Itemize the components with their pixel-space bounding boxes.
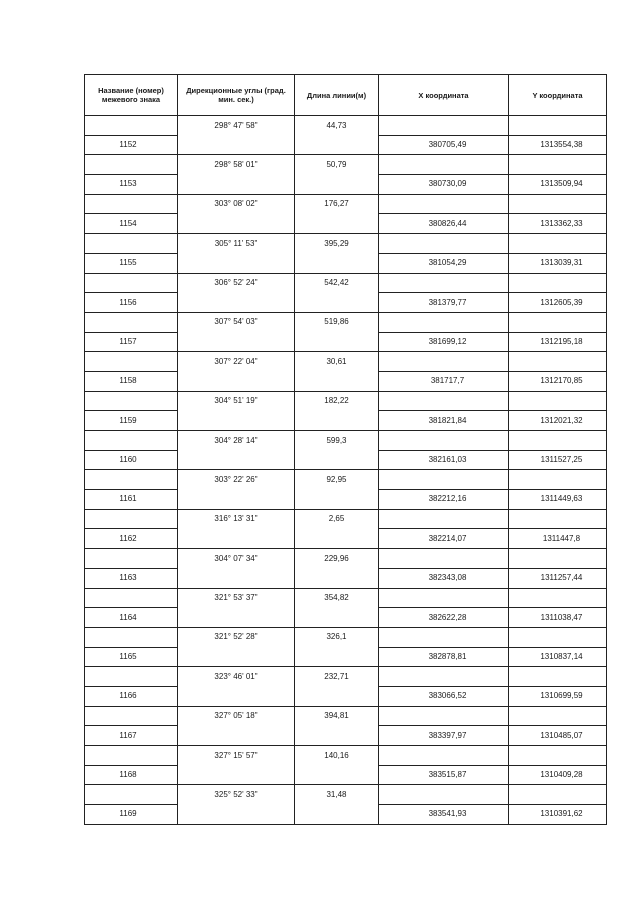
boundary-coordinates-sheet (84, 74, 606, 822)
segment-row (85, 470, 607, 490)
y-coordinate-cell: 1310837,14 (509, 647, 607, 667)
point-row (85, 135, 607, 155)
x-coordinate-cell (379, 155, 509, 175)
y-coordinate-cell: 1311449,63 (509, 490, 607, 510)
segment-row (85, 234, 607, 254)
point-row (85, 450, 607, 470)
segment-row (85, 155, 607, 175)
direction-angle-cell: 327° 15' 57" (178, 746, 295, 766)
marker-name-cell: 1155 (85, 253, 178, 273)
marker-name-cell (85, 549, 178, 569)
x-coordinate-cell (379, 391, 509, 411)
y-coordinate-cell: 1313554,38 (509, 135, 607, 155)
direction-angle-cell: 305° 11' 53" (178, 234, 295, 254)
marker-name-cell (85, 627, 178, 647)
line-length-cell (295, 450, 379, 470)
line-length-cell (295, 726, 379, 746)
line-length-cell (295, 214, 379, 234)
y-coordinate-cell (509, 273, 607, 293)
line-length-cell (295, 686, 379, 706)
direction-angle-cell (178, 214, 295, 234)
x-coordinate-cell (379, 194, 509, 214)
x-coordinate-cell: 382214,07 (379, 529, 509, 549)
x-coordinate-cell: 381379,77 (379, 293, 509, 313)
direction-angle-cell: 321° 52' 28" (178, 627, 295, 647)
y-coordinate-cell: 1311527,25 (509, 450, 607, 470)
marker-name-cell (85, 194, 178, 214)
line-length-cell: 395,29 (295, 234, 379, 254)
marker-name-cell: 1162 (85, 529, 178, 549)
line-length-cell (295, 175, 379, 195)
point-row (85, 805, 607, 825)
segment-row (85, 509, 607, 529)
line-length-cell (295, 568, 379, 588)
marker-name-cell: 1165 (85, 647, 178, 667)
direction-angle-cell: 316° 13' 31" (178, 509, 295, 529)
point-row (85, 686, 607, 706)
y-coordinate-cell: 1310485,07 (509, 726, 607, 746)
x-coordinate-cell: 381717,7 (379, 371, 509, 391)
line-length-cell (295, 647, 379, 667)
header-direction-angle: Дирекционные углы (град. мин. сек.) (178, 75, 295, 116)
x-coordinate-cell: 380826,44 (379, 214, 509, 234)
y-coordinate-cell (509, 116, 607, 136)
x-coordinate-cell (379, 785, 509, 805)
line-length-cell: 182,22 (295, 391, 379, 411)
marker-name-cell (85, 391, 178, 411)
y-coordinate-cell (509, 470, 607, 490)
point-row (85, 765, 607, 785)
line-length-cell: 176,27 (295, 194, 379, 214)
segment-row (85, 273, 607, 293)
x-coordinate-cell (379, 667, 509, 687)
point-row (85, 293, 607, 313)
direction-angle-cell (178, 450, 295, 470)
x-coordinate-cell: 382622,28 (379, 608, 509, 628)
header-line-length: Длина линии(м) (295, 75, 379, 116)
y-coordinate-cell: 1312021,32 (509, 411, 607, 431)
marker-name-cell (85, 509, 178, 529)
marker-name-cell (85, 431, 178, 451)
x-coordinate-cell: 380705,49 (379, 135, 509, 155)
segment-row (85, 706, 607, 726)
direction-angle-cell (178, 293, 295, 313)
direction-angle-cell (178, 135, 295, 155)
line-length-cell (295, 765, 379, 785)
point-row (85, 214, 607, 234)
marker-name-cell (85, 116, 178, 136)
direction-angle-cell (178, 765, 295, 785)
y-coordinate-cell: 1312170,85 (509, 371, 607, 391)
y-coordinate-cell: 1311447,8 (509, 529, 607, 549)
y-coordinate-cell (509, 588, 607, 608)
line-length-cell: 394,81 (295, 706, 379, 726)
line-length-cell: 44,73 (295, 116, 379, 136)
segment-row (85, 431, 607, 451)
line-length-cell (295, 805, 379, 825)
header-marker-name: Название (номер) межевого знака (85, 75, 178, 116)
segment-row (85, 352, 607, 372)
direction-angle-cell: 304° 07' 34" (178, 549, 295, 569)
header-y-coordinate: Y координата (509, 75, 607, 116)
x-coordinate-cell (379, 273, 509, 293)
line-length-cell: 31,48 (295, 785, 379, 805)
y-coordinate-cell (509, 391, 607, 411)
point-row (85, 647, 607, 667)
marker-name-cell: 1158 (85, 371, 178, 391)
marker-name-cell: 1163 (85, 568, 178, 588)
direction-angle-cell (178, 568, 295, 588)
line-length-cell: 599,3 (295, 431, 379, 451)
marker-name-cell: 1161 (85, 490, 178, 510)
segment-row (85, 116, 607, 136)
marker-name-cell (85, 352, 178, 372)
x-coordinate-cell: 381821,84 (379, 411, 509, 431)
line-length-cell (295, 332, 379, 352)
x-coordinate-cell: 381054,29 (379, 253, 509, 273)
segment-row (85, 627, 607, 647)
point-row (85, 490, 607, 510)
header-x-coordinate: X координата (379, 75, 509, 116)
x-coordinate-cell: 383066,52 (379, 686, 509, 706)
segment-row (85, 391, 607, 411)
y-coordinate-cell (509, 234, 607, 254)
line-length-cell: 232,71 (295, 667, 379, 687)
direction-angle-cell (178, 490, 295, 510)
marker-name-cell: 1153 (85, 175, 178, 195)
table-body (85, 116, 607, 825)
marker-name-cell: 1166 (85, 686, 178, 706)
y-coordinate-cell (509, 155, 607, 175)
marker-name-cell (85, 706, 178, 726)
direction-angle-cell: 321° 53' 37" (178, 588, 295, 608)
direction-angle-cell: 307° 54' 03" (178, 312, 295, 332)
x-coordinate-cell (379, 588, 509, 608)
x-coordinate-cell: 382343,08 (379, 568, 509, 588)
point-row (85, 332, 607, 352)
line-length-cell (295, 293, 379, 313)
x-coordinate-cell: 381699,12 (379, 332, 509, 352)
x-coordinate-cell (379, 431, 509, 451)
point-row (85, 568, 607, 588)
marker-name-cell (85, 667, 178, 687)
marker-name-cell (85, 234, 178, 254)
marker-name-cell: 1168 (85, 765, 178, 785)
x-coordinate-cell (379, 627, 509, 647)
direction-angle-cell: 327° 05' 18" (178, 706, 295, 726)
line-length-cell: 30,61 (295, 352, 379, 372)
point-row (85, 175, 607, 195)
y-coordinate-cell (509, 194, 607, 214)
marker-name-cell (85, 470, 178, 490)
line-length-cell: 354,82 (295, 588, 379, 608)
marker-name-cell: 1167 (85, 726, 178, 746)
y-coordinate-cell: 1312605,39 (509, 293, 607, 313)
x-coordinate-cell (379, 509, 509, 529)
line-length-cell (295, 371, 379, 391)
marker-name-cell (85, 588, 178, 608)
marker-name-cell: 1159 (85, 411, 178, 431)
y-coordinate-cell (509, 549, 607, 569)
direction-angle-cell: 298° 58' 01" (178, 155, 295, 175)
y-coordinate-cell: 1311038,47 (509, 608, 607, 628)
x-coordinate-cell: 380730,09 (379, 175, 509, 195)
direction-angle-cell (178, 805, 295, 825)
y-coordinate-cell (509, 746, 607, 766)
marker-name-cell (85, 155, 178, 175)
y-coordinate-cell: 1310409,28 (509, 765, 607, 785)
line-length-cell (295, 135, 379, 155)
point-row (85, 608, 607, 628)
direction-angle-cell: 303° 22' 26" (178, 470, 295, 490)
x-coordinate-cell (379, 470, 509, 490)
segment-row (85, 785, 607, 805)
boundary-coordinates-table (84, 74, 607, 825)
y-coordinate-cell: 1310699,59 (509, 686, 607, 706)
x-coordinate-cell: 383541,93 (379, 805, 509, 825)
x-coordinate-cell: 382878,81 (379, 647, 509, 667)
line-length-cell: 140,16 (295, 746, 379, 766)
line-length-cell: 519,86 (295, 312, 379, 332)
marker-name-cell (85, 746, 178, 766)
y-coordinate-cell: 1310391,62 (509, 805, 607, 825)
x-coordinate-cell (379, 706, 509, 726)
line-length-cell: 542,42 (295, 273, 379, 293)
line-length-cell: 326,1 (295, 627, 379, 647)
x-coordinate-cell: 382212,16 (379, 490, 509, 510)
direction-angle-cell (178, 371, 295, 391)
y-coordinate-cell: 1313509,94 (509, 175, 607, 195)
segment-row (85, 194, 607, 214)
marker-name-cell (85, 273, 178, 293)
direction-angle-cell: 323° 46' 01" (178, 667, 295, 687)
direction-angle-cell (178, 647, 295, 667)
line-length-cell (295, 411, 379, 431)
direction-angle-cell (178, 411, 295, 431)
direction-angle-cell (178, 332, 295, 352)
line-length-cell (295, 490, 379, 510)
segment-row (85, 588, 607, 608)
y-coordinate-cell: 1313039,31 (509, 253, 607, 273)
line-length-cell: 229,96 (295, 549, 379, 569)
direction-angle-cell: 303° 08' 02" (178, 194, 295, 214)
line-length-cell: 2,65 (295, 509, 379, 529)
direction-angle-cell: 298° 47' 58" (178, 116, 295, 136)
point-row (85, 371, 607, 391)
line-length-cell (295, 529, 379, 549)
direction-angle-cell: 307° 22' 04" (178, 352, 295, 372)
segment-row (85, 312, 607, 332)
x-coordinate-cell (379, 116, 509, 136)
y-coordinate-cell: 1312195,18 (509, 332, 607, 352)
y-coordinate-cell (509, 352, 607, 372)
point-row (85, 253, 607, 273)
y-coordinate-cell (509, 706, 607, 726)
x-coordinate-cell (379, 312, 509, 332)
segment-row (85, 746, 607, 766)
direction-angle-cell (178, 608, 295, 628)
x-coordinate-cell: 383515,87 (379, 765, 509, 785)
y-coordinate-cell (509, 312, 607, 332)
y-coordinate-cell (509, 627, 607, 647)
x-coordinate-cell (379, 352, 509, 372)
direction-angle-cell (178, 686, 295, 706)
y-coordinate-cell: 1311257,44 (509, 568, 607, 588)
direction-angle-cell (178, 175, 295, 195)
y-coordinate-cell (509, 667, 607, 687)
marker-name-cell: 1164 (85, 608, 178, 628)
segment-row (85, 549, 607, 569)
point-row (85, 411, 607, 431)
marker-name-cell: 1154 (85, 214, 178, 234)
x-coordinate-cell (379, 746, 509, 766)
x-coordinate-cell: 382161,03 (379, 450, 509, 470)
point-row (85, 726, 607, 746)
direction-angle-cell (178, 529, 295, 549)
y-coordinate-cell: 1313362,33 (509, 214, 607, 234)
table-header (85, 75, 607, 116)
line-length-cell: 92,95 (295, 470, 379, 490)
y-coordinate-cell (509, 431, 607, 451)
x-coordinate-cell: 383397,97 (379, 726, 509, 746)
marker-name-cell: 1157 (85, 332, 178, 352)
x-coordinate-cell (379, 549, 509, 569)
line-length-cell: 50,79 (295, 155, 379, 175)
direction-angle-cell (178, 253, 295, 273)
direction-angle-cell: 325° 52' 33" (178, 785, 295, 805)
x-coordinate-cell (379, 234, 509, 254)
line-length-cell (295, 253, 379, 273)
direction-angle-cell: 306° 52' 24" (178, 273, 295, 293)
direction-angle-cell (178, 726, 295, 746)
y-coordinate-cell (509, 785, 607, 805)
direction-angle-cell: 304° 51' 19" (178, 391, 295, 411)
point-row (85, 529, 607, 549)
marker-name-cell (85, 312, 178, 332)
marker-name-cell: 1160 (85, 450, 178, 470)
y-coordinate-cell (509, 509, 607, 529)
direction-angle-cell: 304° 28' 14" (178, 431, 295, 451)
marker-name-cell: 1156 (85, 293, 178, 313)
segment-row (85, 667, 607, 687)
marker-name-cell: 1152 (85, 135, 178, 155)
line-length-cell (295, 608, 379, 628)
marker-name-cell (85, 785, 178, 805)
header-row (85, 75, 607, 116)
marker-name-cell: 1169 (85, 805, 178, 825)
